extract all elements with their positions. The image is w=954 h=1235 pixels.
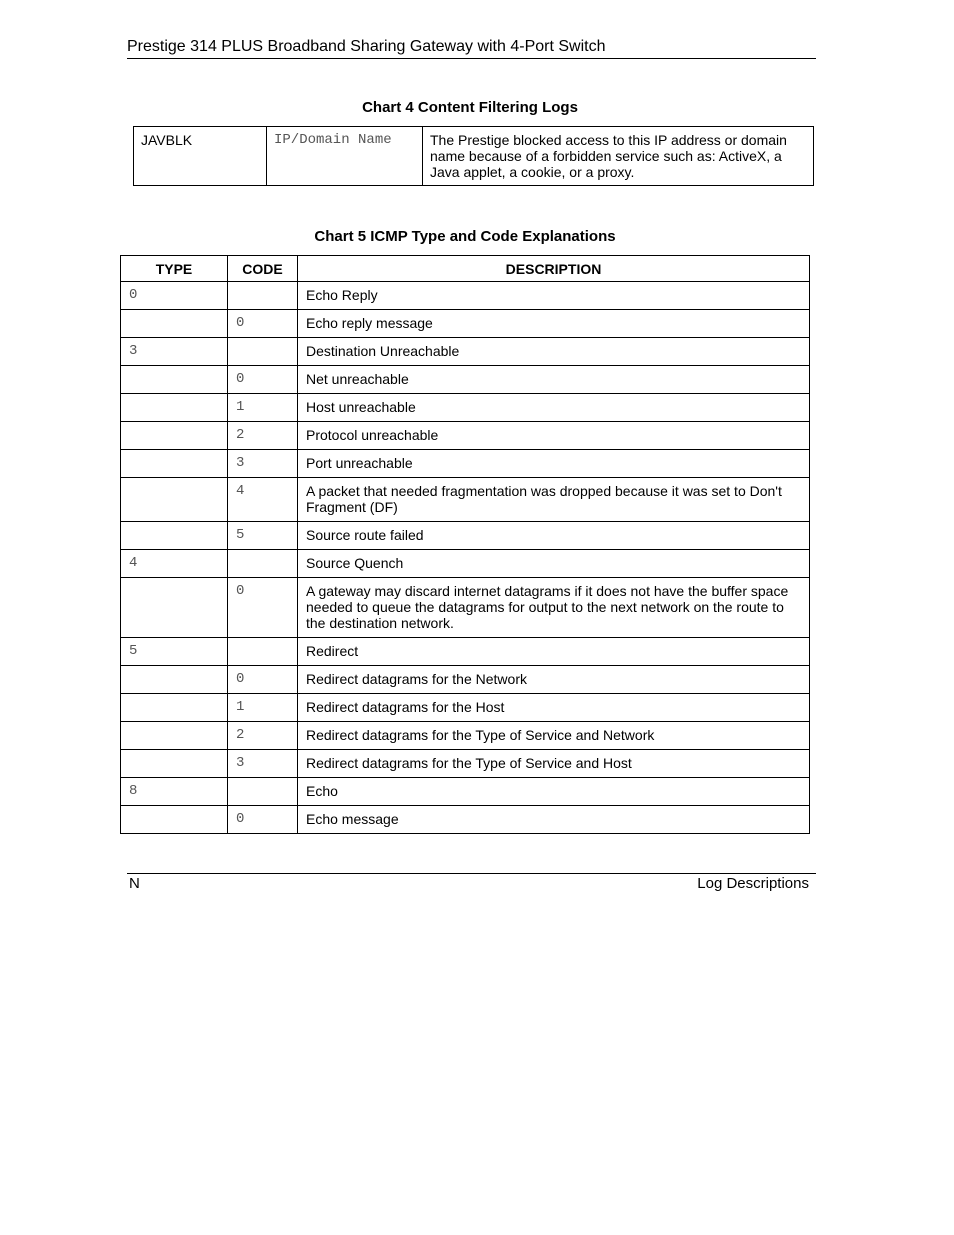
icmp-description-cell: Net unreachable (298, 366, 810, 394)
column-header-description: DESCRIPTION (298, 256, 810, 282)
table-row (121, 282, 810, 310)
icmp-description-cell: Echo Reply (298, 282, 810, 310)
icmp-description-cell: Source route failed (298, 522, 810, 550)
table-row (121, 638, 810, 666)
icmp-code-cell (228, 338, 298, 366)
table-row (121, 338, 810, 366)
icmp-description-cell: Redirect datagrams for the Type of Service and Network (298, 722, 810, 750)
icmp-type-cell (121, 578, 228, 638)
icmp-code-cell: 3 (228, 750, 298, 778)
icmp-type-cell: 0 (121, 282, 228, 310)
icmp-description-cell: Echo (298, 778, 810, 806)
icmp-description-cell: Redirect datagrams for the Network (298, 666, 810, 694)
table-row (121, 522, 810, 550)
icmp-type-cell (121, 478, 228, 522)
table-row (121, 550, 810, 578)
icmp-code-cell (228, 550, 298, 578)
icmp-code-cell: 0 (228, 310, 298, 338)
icmp-type-cell (121, 722, 228, 750)
page-header: Prestige 314 PLUS Broadband Sharing Gateway with 4-Port Switch (127, 38, 606, 55)
table-row (121, 366, 810, 394)
icmp-code-cell (228, 282, 298, 310)
table-row (121, 310, 810, 338)
footer-section-title: Log Descriptions (697, 875, 809, 892)
icmp-description-cell: Redirect datagrams for the Type of Service and Host (298, 750, 810, 778)
table-row (121, 778, 810, 806)
icmp-type-cell: 3 (121, 338, 228, 366)
icmp-code-cell: 4 (228, 478, 298, 522)
icmp-type-cell (121, 806, 228, 834)
table-row (121, 806, 810, 834)
chart5-caption: Chart 5 ICMP Type and Code Explanations (314, 228, 616, 245)
icmp-description-cell: Redirect datagrams for the Host (298, 694, 810, 722)
icmp-type-cell: 8 (121, 778, 228, 806)
header-rule (127, 58, 816, 59)
icmp-type-cell (121, 422, 228, 450)
icmp-description-cell: A gateway may discard internet datagrams if it does not have the buffer space needed to queue the datagrams for output to the next network on the route to the destination network. (298, 578, 810, 638)
icmp-type-cell (121, 750, 228, 778)
table-row (121, 478, 810, 522)
icmp-code-cell: 0 (228, 366, 298, 394)
table-row (121, 578, 810, 638)
log-description-cell: The Prestige blocked access to this IP address or domain name because of a forbidden service such as: ActiveX, a Java applet, a cookie, or a proxy. (423, 127, 814, 186)
log-field-cell: IP/Domain Name (267, 127, 423, 186)
table-row (121, 450, 810, 478)
table-header-row (121, 256, 810, 282)
icmp-code-cell (228, 778, 298, 806)
icmp-type-cell (121, 310, 228, 338)
column-header-type: TYPE (121, 256, 228, 282)
icmp-code-cell: 0 (228, 806, 298, 834)
table-row (121, 750, 810, 778)
log-name-cell: JAVBLK (134, 127, 267, 186)
column-header-code: CODE (228, 256, 298, 282)
table-row (121, 694, 810, 722)
icmp-code-cell: 3 (228, 450, 298, 478)
icmp-type-cell: 4 (121, 550, 228, 578)
content-filtering-logs-table (133, 126, 814, 186)
footer-rule (127, 873, 816, 874)
table-row (121, 722, 810, 750)
icmp-description-cell: Source Quench (298, 550, 810, 578)
icmp-code-cell: 1 (228, 394, 298, 422)
icmp-code-cell (228, 638, 298, 666)
table-row (134, 127, 814, 186)
icmp-description-cell: Echo message (298, 806, 810, 834)
icmp-table-body (121, 282, 810, 834)
icmp-type-cell (121, 450, 228, 478)
icmp-code-cell: 2 (228, 422, 298, 450)
icmp-type-cell (121, 522, 228, 550)
icmp-code-cell: 1 (228, 694, 298, 722)
icmp-description-cell: Protocol unreachable (298, 422, 810, 450)
icmp-type-cell (121, 366, 228, 394)
footer-page-label: N (129, 875, 140, 892)
icmp-description-cell: Host unreachable (298, 394, 810, 422)
icmp-description-cell: Destination Unreachable (298, 338, 810, 366)
chart4-caption: Chart 4 Content Filtering Logs (362, 99, 578, 116)
icmp-description-cell: A packet that needed fragmentation was dropped because it was set to Don't Fragment (DF) (298, 478, 810, 522)
table-row (121, 666, 810, 694)
icmp-type-cell (121, 394, 228, 422)
icmp-code-cell: 2 (228, 722, 298, 750)
icmp-code-cell: 0 (228, 666, 298, 694)
icmp-description-cell: Echo reply message (298, 310, 810, 338)
table-row (121, 422, 810, 450)
icmp-description-cell: Port unreachable (298, 450, 810, 478)
icmp-type-code-table (120, 255, 810, 834)
icmp-type-cell (121, 666, 228, 694)
icmp-type-cell (121, 694, 228, 722)
icmp-code-cell: 0 (228, 578, 298, 638)
table-row (121, 394, 810, 422)
icmp-code-cell: 5 (228, 522, 298, 550)
icmp-description-cell: Redirect (298, 638, 810, 666)
icmp-type-cell: 5 (121, 638, 228, 666)
